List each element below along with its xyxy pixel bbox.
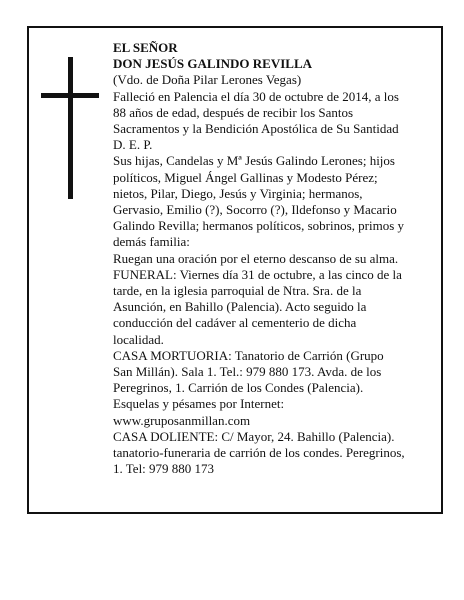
obituary-line: 88 años de edad, después de recibir los Santos (113, 104, 354, 120)
obituary-line: Peregrinos, 1. Carrión de los Condes (Palencia). (113, 380, 364, 396)
obituary-line: FUNERAL: Viernes día 31 de octubre, a las cinco de la (113, 266, 402, 282)
obituary-line: Sus hijas, Candelas y Mª Jesús Galindo Lerones; hijos (113, 153, 395, 169)
obituary-line: www.gruposanmillan.com (113, 412, 251, 428)
heading-title: EL SEÑOR (113, 40, 178, 55)
obituary-line: tarde, en la iglesia parroquial de Ntra. Sra. de la (113, 283, 362, 299)
obituary-line: demás familia: (113, 234, 190, 250)
obituary-line: Falleció en Palencia el día 30 de octubre de 2014, a los (113, 88, 399, 104)
obituary-line: políticos, Miguel Ángel Gallinas y Modesto Pérez; (113, 169, 378, 185)
obituary-line: Esquelas y pésames por Internet: (113, 396, 285, 412)
obituary-line: San Millán). Sala 1. Tel.: 979 880 173. Avda. de los (113, 364, 382, 380)
obituary-line: Gervasio, Emilio (?), Socorro (?), Ildefonso y Macario (113, 202, 397, 218)
obituary-line: nietos, Pilar, Diego, Jesús y Virginia; hermanos, (113, 185, 363, 201)
obituary-text (113, 40, 439, 477)
obituary-body (113, 72, 439, 477)
obituary-line: CASA MORTUORIA: Tanatorio de Carrión (Grupo (113, 347, 384, 363)
obituary-line: D. E. P. (113, 137, 153, 153)
obituary-line: Sacramentos y la Bendición Apostólica de Su Santidad (113, 121, 399, 137)
obituary-line: CASA DOLIENTE: C/ Mayor, 24. Bahillo (Palencia). (113, 428, 395, 444)
obituary-line: Asunción, en Bahillo (Palencia). Acto seguido la (113, 299, 367, 315)
obituary-frame (27, 26, 443, 514)
obituary-line: (Vdo. de Doña Pilar Lerones Vegas) (113, 72, 302, 88)
obituary-line: Ruegan una oración por el eterno descanso de su alma. (113, 250, 399, 266)
cross-vertical-bar (68, 57, 73, 199)
deceased-name: DON JESÚS GALINDO REVILLA (113, 56, 313, 72)
obituary-line: tanatorio-funeraria de carrión de los condes. Peregrinos, (113, 445, 405, 461)
obituary-line: conducción del cadáver al cementerio de dicha (113, 315, 357, 331)
obituary-line: localidad. (113, 331, 164, 347)
cross-horizontal-bar (41, 93, 99, 98)
obituary-line: Galindo Revilla; hermanos políticos, sobrinos, primos y (113, 218, 405, 234)
obituary-line: 1. Tel: 979 880 173 (113, 461, 215, 477)
